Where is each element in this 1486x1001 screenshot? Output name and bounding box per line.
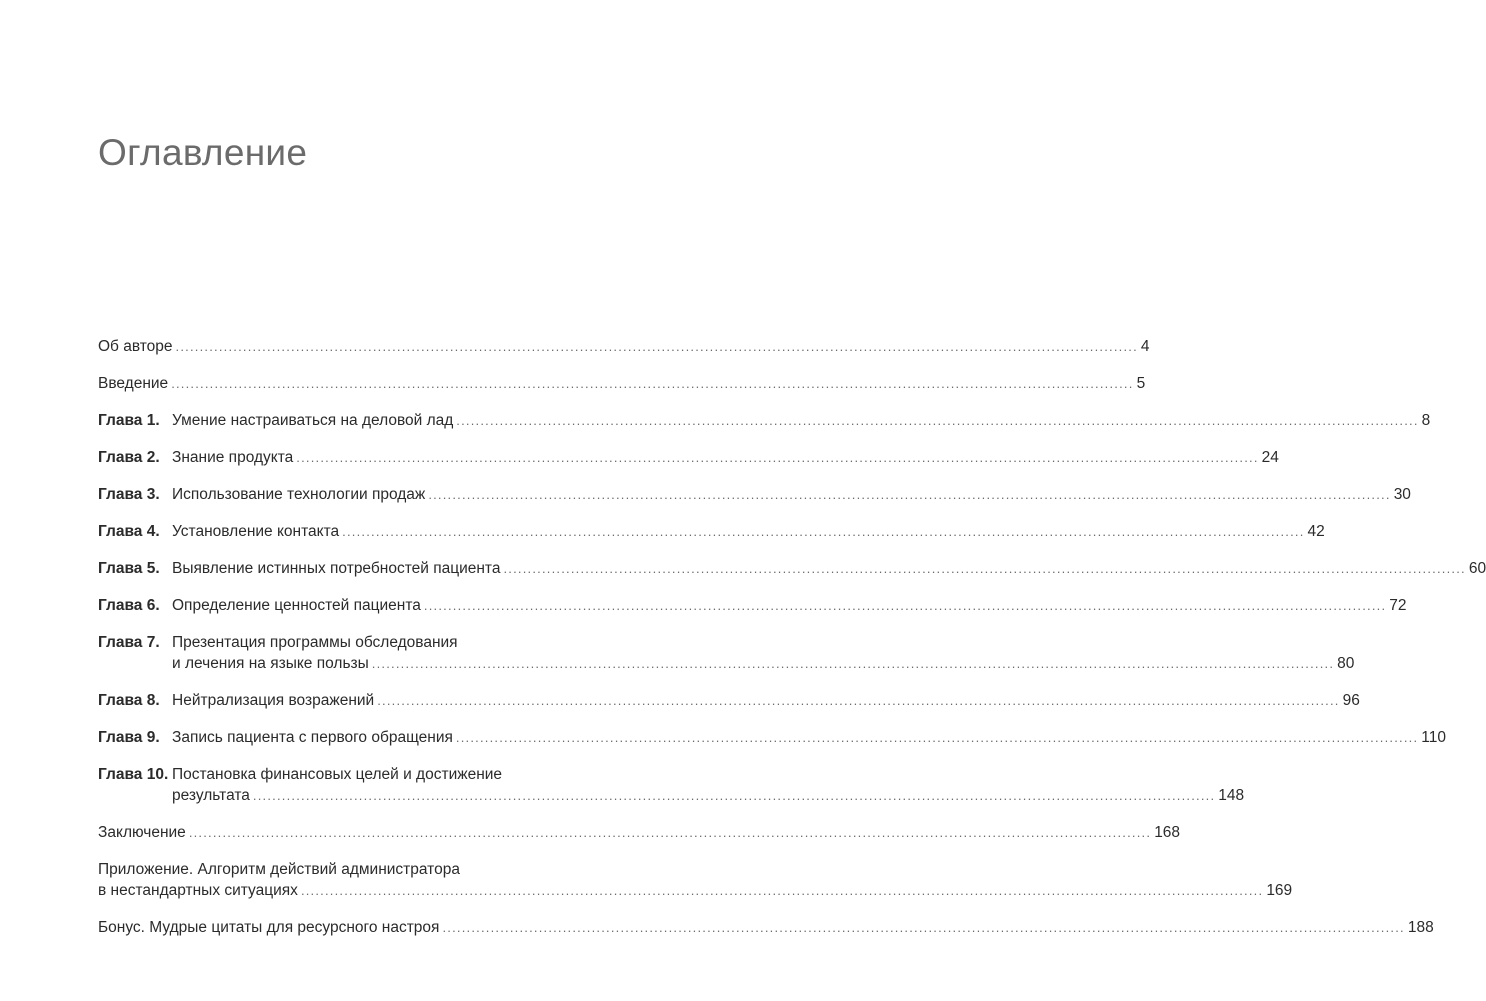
page-number: 148 — [1218, 787, 1245, 804]
dot-leader: ........................................................................................................................................................................................................ — [342, 524, 1305, 539]
toc-entry — [98, 595, 1407, 616]
entry-title: Умение настраиваться на деловой лад — [172, 412, 454, 429]
chapter-label: Глава 10. — [98, 766, 169, 783]
entry-title: результата — [172, 787, 250, 804]
entry-title: Определение ценностей пациента — [172, 597, 421, 614]
page-number: 168 — [1154, 824, 1181, 841]
toc-entry — [98, 373, 1146, 394]
dot-leader: ........................................................................................................................................................................................................ — [428, 487, 1391, 502]
page-number: 42 — [1307, 523, 1325, 540]
toc-entry — [98, 558, 1486, 579]
entry-title: Использование технологии продаж — [172, 486, 426, 503]
dot-leader: ........................................................................................................................................................................................................ — [175, 339, 1138, 354]
dot-leader: ........................................................................................................................................................................................................ — [456, 413, 1419, 428]
entry-title: Постановка финансовых целей и достижение — [172, 766, 503, 783]
toc-entry — [98, 727, 1447, 748]
entry-title: Выявление истинных потребностей пациента — [172, 560, 501, 577]
entry-title: Установление контакта — [172, 523, 340, 540]
dot-leader: ........................................................................................................................................................................................................ — [377, 693, 1340, 708]
chapter-label: Глава 4. — [98, 523, 160, 540]
page-title: Оглавление — [98, 132, 308, 173]
toc-entry — [98, 917, 1434, 938]
page-number: 80 — [1337, 655, 1355, 672]
page-number: 72 — [1389, 597, 1407, 614]
chapter-label: Глава 6. — [98, 597, 160, 614]
dot-leader: ........................................................................................................................................................................................................ — [188, 825, 1152, 840]
dot-leader: ........................................................................................................................................................................................................ — [171, 376, 1134, 391]
dot-leader: ........................................................................................................................................................................................................ — [252, 788, 1216, 803]
toc-entry — [98, 336, 1150, 357]
entry-title: Приложение. Алгоритм действий администратора — [98, 861, 460, 878]
dot-leader: ........................................................................................................................................................................................................ — [455, 730, 1419, 745]
page-number: 30 — [1393, 486, 1411, 503]
dot-leader: ........................................................................................................................................................................................................ — [423, 598, 1387, 613]
toc-entry — [98, 859, 1293, 901]
page-number: 4 — [1140, 338, 1150, 355]
page-number: 24 — [1261, 449, 1279, 466]
dot-leader: ........................................................................................................................................................................................................ — [296, 450, 1259, 465]
entry-title: Бонус. Мудрые цитаты для ресурсного настроя — [98, 919, 440, 936]
toc-entry — [98, 521, 1325, 542]
chapter-label: Глава 9. — [98, 729, 160, 746]
dot-leader: ........................................................................................................................................................................................................ — [503, 561, 1466, 576]
dot-leader: ........................................................................................................................................................................................................ — [300, 883, 1264, 898]
toc-entry — [98, 822, 1181, 843]
chapter-label: Глава 1. — [98, 412, 160, 429]
chapter-label: Глава 5. — [98, 560, 160, 577]
page-number: 188 — [1407, 919, 1434, 936]
entry-title: Введение — [98, 375, 169, 392]
entry-title: Нейтрализация возражений — [172, 692, 375, 709]
entry-title: Заключение — [98, 824, 186, 841]
entry-title: в нестандартных ситуациях — [98, 882, 298, 899]
page-number: 8 — [1421, 412, 1431, 429]
page-number: 60 — [1468, 560, 1486, 577]
toc-entry — [98, 764, 1245, 806]
chapter-label: Глава 8. — [98, 692, 160, 709]
chapter-label: Глава 3. — [98, 486, 160, 503]
page-number: 96 — [1342, 692, 1360, 709]
toc-entry — [98, 410, 1431, 431]
page-number: 169 — [1266, 882, 1293, 899]
toc-entry — [98, 690, 1360, 711]
toc-entry — [98, 484, 1411, 505]
entry-title: Запись пациента с первого обращения — [172, 729, 453, 746]
chapter-label: Глава 7. — [98, 634, 160, 651]
dot-leader: ........................................................................................................................................................................................................ — [442, 920, 1405, 935]
chapter-label: Глава 2. — [98, 449, 160, 466]
entry-title: Об авторе — [98, 338, 173, 355]
entry-title: Презентация программы обследования — [172, 634, 458, 651]
entry-title: Знание продукта — [172, 449, 294, 466]
entry-title: и лечения на языке пользы — [172, 655, 369, 672]
toc-entry — [98, 447, 1279, 468]
table-of-contents — [98, 336, 1486, 954]
toc-entry — [98, 632, 1355, 674]
dot-leader: ........................................................................................................................................................................................................ — [371, 656, 1335, 671]
page-number: 110 — [1421, 729, 1447, 746]
page-number: 5 — [1136, 375, 1146, 392]
